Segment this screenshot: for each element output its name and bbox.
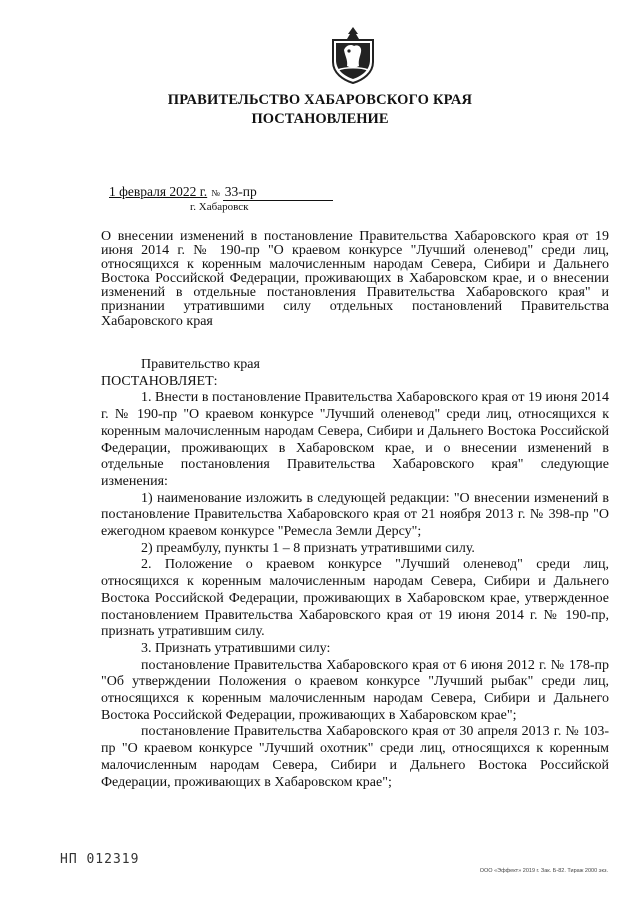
document-number: 33-пр xyxy=(223,184,333,201)
printer-note: ООО «Эффект» 2019 г. Зак. Б-82. Тираж 2000 экз. xyxy=(479,868,608,874)
date-number-line xyxy=(109,184,333,201)
government-title: ПРАВИТЕЛЬСТВО ХАБАРОВСКОГО КРАЯ xyxy=(167,92,473,108)
paragraph: 1. Внести в постановление Правительства Хабаровского края от 19 июня 2014 г. № 190-пр "О краевом конкурсе "Лучший оленевод" среди лиц, относящихся к коренным малочисленным народам Севера, Сибири и Дальнего Востока Российской Федерации, проживающих в Хабаровском крае, и о внесении изменений в отдельные постановления Правительства Хабаровского края" следующие изменения: xyxy=(101,390,609,489)
document-kind: ПОСТАНОВЛЕНИЕ xyxy=(251,111,389,127)
document-subject: О внесении изменений в постановление Правительства Хабаровского края от 19 июня 2014 г. № 190-пр "О краевом конкурсе "Лучший оленевод" среди лиц, относящихся к коренным малочисленным народам Севера, Сибири и Дальнего Востока Российской Федерации, проживающих в Хабаровском крае, и о внесении изменений в отдельные постановления Правительства Хабаровского края" и признании утратившими силу отдельных постановлений Правительства Хабаровского края xyxy=(101,229,609,329)
paragraph: 2) преамбулу, пункты 1 – 8 признать утратившими силу. xyxy=(141,540,475,556)
paragraph: 3. Признать утратившими силу: xyxy=(141,640,331,656)
document-date: 1 февраля 2022 г. xyxy=(109,184,208,199)
paragraph: 1) наименование изложить в следующей редакции: "О внесении изменений в постановление Правительства Хабаровского края от 21 ноября 2013 г. № 398-пр "О ежегодном краевом конкурсе "Ремесла Земли Дерсу"; xyxy=(101,490,609,540)
number-sign: № xyxy=(211,188,220,198)
paragraph: постановление Правительства Хабаровского края от 6 июня 2012 г. № 178-пр "Об утверждении Положения о краевом конкурсе "Лучший рыбак" среди лиц, относящихся к коренным малочисленным народам Севера, Сибири и Дальнего Востока Российской Федерации, проживающих в Хабаровском крае"; xyxy=(101,657,609,723)
intro-line: Правительство края xyxy=(141,357,260,372)
document-place: г. Хабаровск xyxy=(190,201,249,213)
document-body xyxy=(101,357,609,791)
khabarovsk-coat-of-arms-icon xyxy=(330,26,376,84)
form-code: НП 012319 xyxy=(60,852,140,867)
paragraph: постановление Правительства Хабаровского края от 30 апреля 2013 г. № 103-пр "О краевом конкурсе "Лучший охотник" среди лиц, относящихся к коренным малочисленным народам Севера, Сибири и Дальнего Востока Российской Федерации, проживающих в Хабаровском крае"; xyxy=(101,724,609,790)
paragraph: 2. Положение о краевом конкурсе "Лучший оленевод" среди лиц, относящихся к коренным малочисленным народам Севера, Сибири и Дальнего Востока Российской Федерации, проживающих в Хабаровском крае, утвержденное постановлением Правительства Хабаровского края от 19 июня 2014 г. № 190-пр, признать утратившим силу. xyxy=(101,557,609,640)
decree-word: ПОСТАНОВЛЯЕТ: xyxy=(101,373,218,389)
